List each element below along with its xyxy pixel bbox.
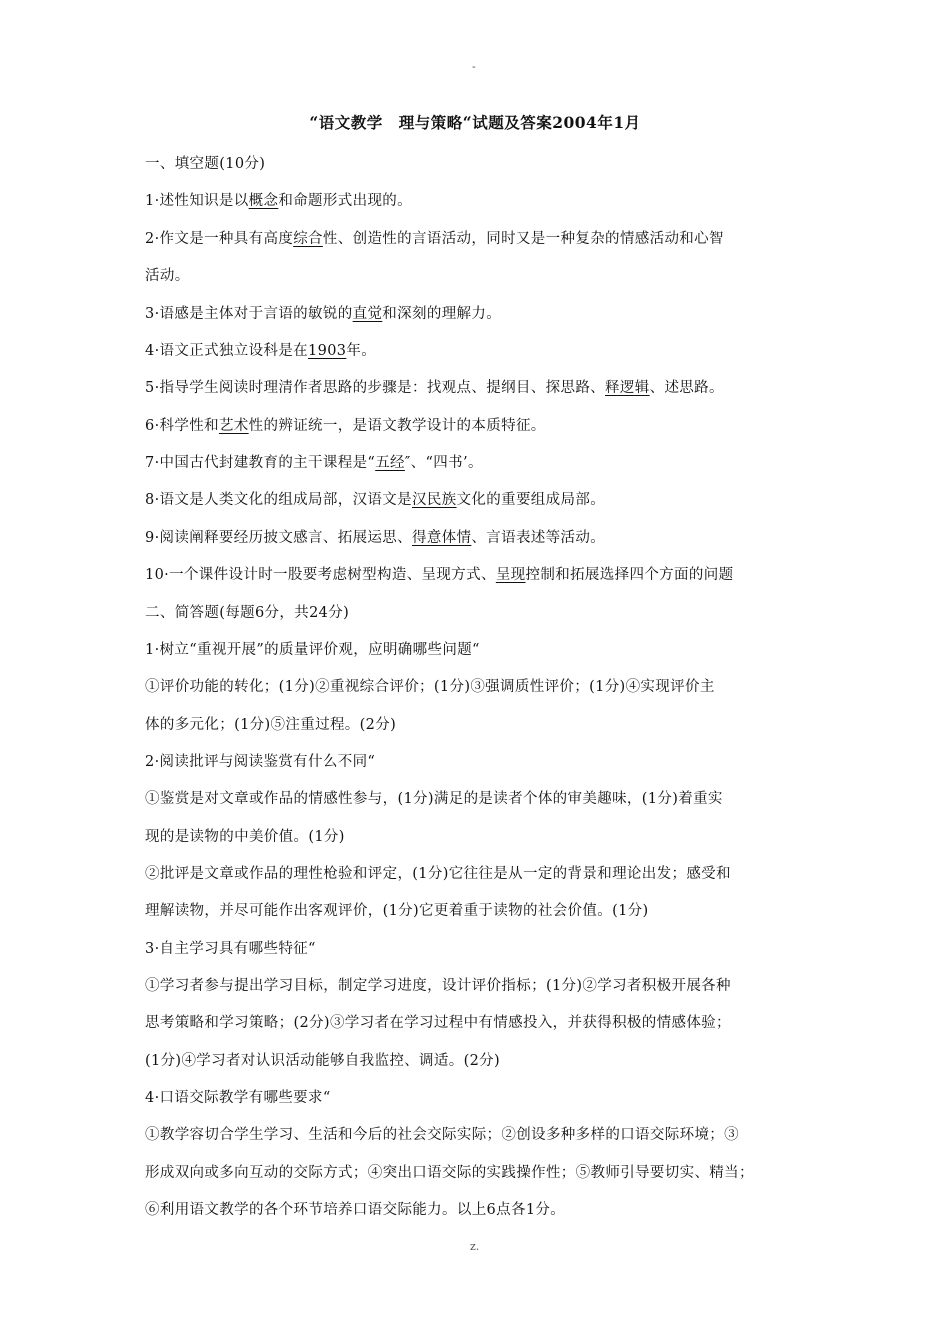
text-segment: 2·作文是一种具有高度: [145, 231, 294, 247]
text-line: [145, 1086, 331, 1107]
text-line: [145, 488, 605, 509]
text-segment: 活动。: [145, 268, 190, 284]
text-line: [145, 825, 345, 846]
text-segment: 1·述性知识是以: [145, 193, 249, 209]
text-line: [145, 1161, 754, 1182]
text-line: [145, 638, 480, 659]
answer-blank: 概念: [248, 193, 279, 209]
text-segment: 3·语感是主体对于言语的敏锐的: [145, 306, 353, 322]
answer-blank: 释逻辑: [605, 380, 650, 396]
text-segment: (1分)④学习者对认识活动能够自我监控、调适。(2分): [145, 1053, 501, 1069]
answer-blank: 呈现: [495, 567, 526, 583]
text-segment: 理解读物，并尽可能作出客观评价，(1分)它更着重于读物的社会价值。(1分): [145, 903, 649, 919]
text-segment: 体的多元化；(1分)⑤注重过程。(2分): [145, 717, 397, 733]
text-line: [145, 750, 375, 771]
text-segment: ″、“四书’。: [404, 455, 483, 471]
text-line: [145, 152, 265, 173]
text-line: [145, 1198, 565, 1219]
text-line: [145, 937, 316, 958]
text-line: [145, 974, 731, 995]
text-line: [145, 899, 649, 920]
text-segment: 形成双向或多向互动的交际方式；④突出口语交际的实践操作性；⑤教师引导要切实、精当；: [145, 1165, 754, 1181]
answer-blank: 综合: [293, 231, 323, 247]
answer-blank: 得意体情: [411, 530, 472, 546]
text-segment: ②批评是文章或作品的理性枪验和评定，(1分)它往往是从一定的背景和理论出发；感受和: [145, 866, 731, 882]
text-segment: 1·树立“重视开展”的质量评价观，应明确哪些问题“: [145, 642, 480, 658]
text-line: [145, 675, 715, 696]
text-line: [145, 1011, 731, 1032]
text-segment: 和深刻的理解力。: [382, 306, 502, 322]
text-segment: 一、填空题(10分): [145, 156, 266, 172]
footer-mark: z.: [470, 1240, 480, 1253]
answer-blank: 直觉: [352, 306, 383, 322]
text-segment: 性、创造性的言语活动，同时又是一种复杂的情感活动和心智: [322, 231, 724, 247]
text-segment: ⑥利用语文教学的各个环节培养口语交际能力。以上6点各1分。: [145, 1202, 566, 1218]
text-line: [145, 451, 483, 472]
text-line: [145, 189, 412, 210]
text-line: [145, 862, 731, 883]
answer-blank: 1903: [308, 343, 347, 359]
answer-blank: 五经: [375, 455, 405, 471]
text-line: [145, 264, 190, 285]
text-line: [145, 302, 501, 323]
text-segment: ①评价功能的转化；(1分)②重视综合评价；(1分)③强调质性评价；(1分)④实现评价主: [145, 679, 715, 695]
text-line: [145, 787, 723, 808]
text-segment: 4·口语交际教学有哪些要求“: [145, 1090, 331, 1106]
text-segment: 7·中国古代封建教育的主干课程是“: [145, 455, 376, 471]
text-segment: 文化的重要组成局部。: [456, 492, 606, 508]
text-segment: ①教学容切合学生学习、生活和今后的社会交际实际；②创设多种多样的口语交际环境；③: [145, 1127, 739, 1143]
text-line: [145, 526, 605, 547]
text-line: [145, 563, 733, 584]
text-line: [145, 601, 349, 622]
text-segment: 8·语文是人类文化的组成局部，汉语文是: [145, 492, 412, 508]
text-segment: ①学习者参与提出学习目标，制定学习进度，设计评价指标；(1分)②学习者积极开展各种: [145, 978, 731, 994]
text-segment: 和命题形式出现的。: [278, 193, 412, 209]
text-line: [145, 339, 376, 360]
header-mark: -: [472, 60, 476, 73]
text-line: [145, 414, 546, 435]
text-line: [145, 1049, 500, 1070]
text-segment: ①鉴赏是对文章或作品的情感性参与，(1分)满足的是读者个体的审美趣味，(1分)着重实: [145, 791, 723, 807]
text-line: [145, 713, 396, 734]
text-segment: 6·科学性和: [145, 418, 219, 434]
text-segment: 4·语文正式独立设科是在: [145, 343, 309, 359]
text-segment: 3·自主学习具有哪些特征“: [145, 941, 316, 957]
text-segment: 10·一个课件设计时一股要考虑树型构造、呈现方式、: [145, 567, 496, 583]
text-line: [145, 227, 724, 248]
text-segment: 二、简答题(每题6分，共24分): [145, 605, 350, 621]
text-segment: 年。: [346, 343, 377, 359]
text-segment: 2·阅读批评与阅读鉴赏有什么不同“: [145, 754, 376, 770]
answer-blank: 汉民族: [411, 492, 457, 508]
text-segment: 思考策略和学习策略；(2分)③学习者在学习过程中有情感投入，并获得积极的情感体验；: [145, 1015, 731, 1031]
document-title: “语文教学 理与策略“试题及答案2004年1月: [309, 113, 641, 132]
text-line: [145, 376, 724, 397]
text-segment: 、言语表述等活动。: [471, 530, 606, 546]
text-segment: 、述思路。: [649, 380, 724, 396]
text-segment: 5·指导学生阅读时理清作者思路的步骤是：找观点、提纲目、探思路、: [145, 380, 606, 396]
text-segment: 控制和拓展选择四个方面的问题: [525, 567, 734, 583]
answer-blank: 艺术: [218, 418, 249, 434]
text-segment: 9·阅读阐释要经历披文感言、拓展运思、: [145, 530, 412, 546]
text-line: [145, 1123, 739, 1144]
text-segment: 性的辨证统一，是语文教学设计的本质特征。: [248, 418, 546, 434]
text-segment: 现的是读物的中美价值。(1分): [145, 829, 345, 845]
